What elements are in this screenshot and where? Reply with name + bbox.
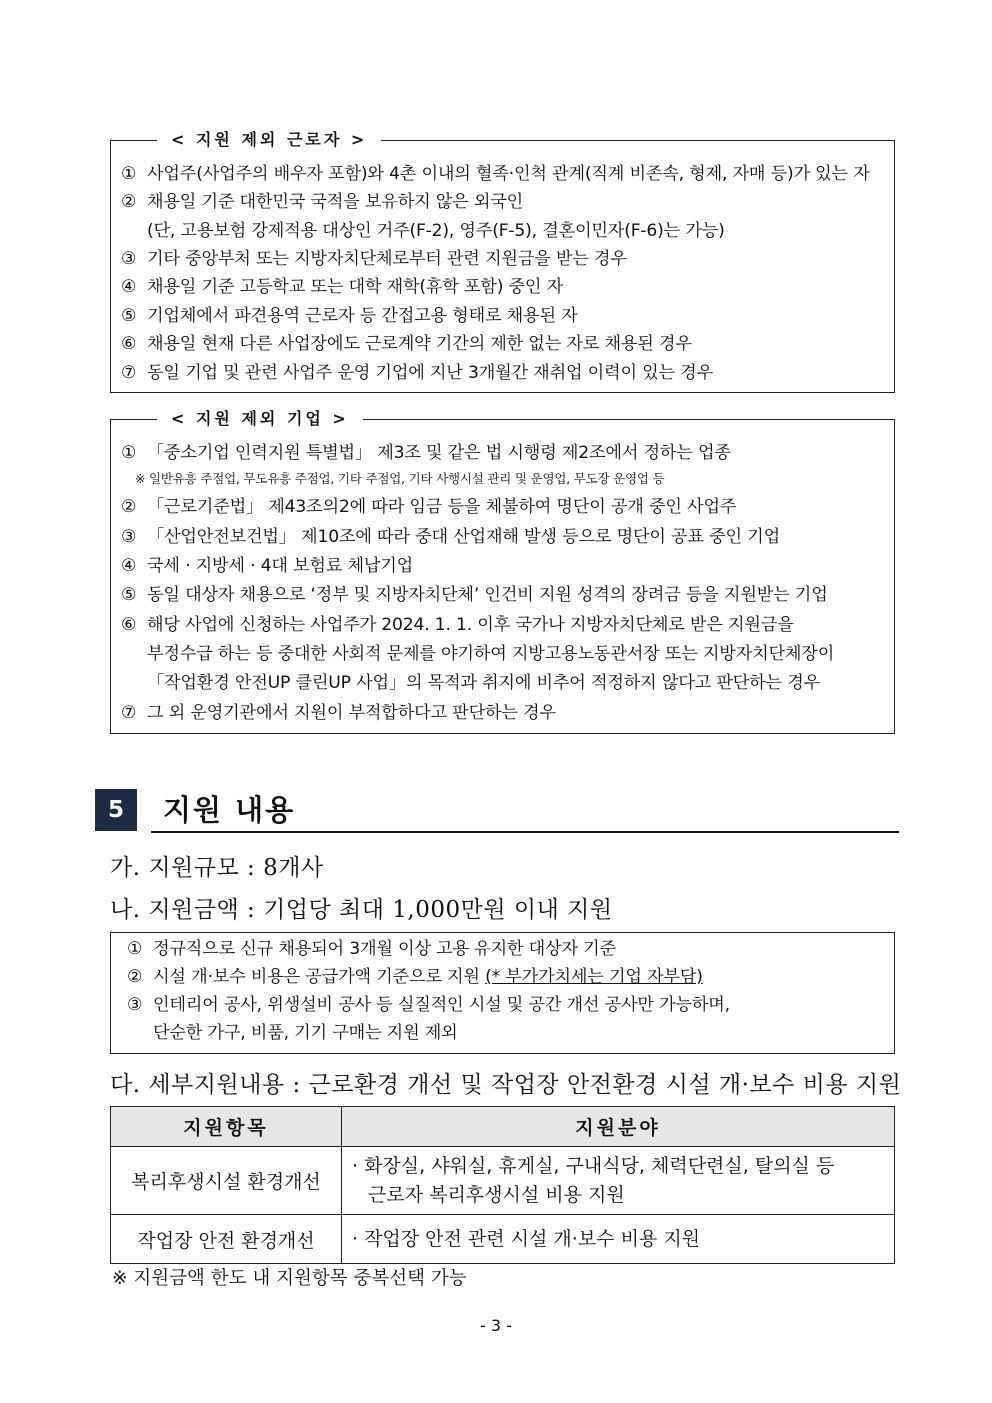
- list-item: ③ 기타 중앙부처 또는 지방자치단체로부터 관련 지원금을 받는 경우: [121, 249, 627, 269]
- header-support-item: 지원항목: [111, 1107, 342, 1147]
- excluded-companies-box: [110, 409, 895, 734]
- list-item: ④ 국세 · 지방세 · 4대 보험료 체납기업: [121, 556, 414, 576]
- list-item: ③ 인테리어 공사, 위생설비 공사 등 실질적인 시설 및 공간 개선 공사만 가능하며,: [127, 995, 730, 1015]
- section-underline: [151, 831, 899, 833]
- row-field: · 화장실, 샤워실, 휴게실, 구내식당, 체력단련실, 탈의실 등 근로자 복리후생시설 비용 지원: [342, 1147, 895, 1215]
- header-support-field: 지원분야: [342, 1107, 895, 1147]
- list-item: ① 정규직으로 신규 채용되어 3개월 이상 고용 유지한 대상자 기준: [127, 939, 616, 959]
- footnote: ※ 지원금액 한도 내 지원항목 중복선택 가능: [112, 1268, 467, 1289]
- support-amount: 나. 지원금액 : 기업당 최대 1,000만원 이내 지원: [110, 897, 613, 923]
- section-title: 지원 내용: [163, 793, 296, 827]
- row-item: 작업장 안전 환경개선: [111, 1215, 342, 1264]
- excluded-companies-title: < 지원 제외 기업 >: [157, 408, 363, 430]
- list-item: ① 사업주(사업주의 배우자 포함)와 4촌 이내의 혈족·인척 관계(직계 비존속, 형제, 자매 등)가 있는 자: [121, 164, 870, 184]
- list-item: ⑤ 기업체에서 파견용역 근로자 등 간접고용 형태로 채용된 자: [121, 306, 578, 326]
- list-item-continued: (단, 고용보험 강제적용 대상인 거주(F-2), 영주(F-5), 결혼이민자(F-6)는 가능): [147, 221, 725, 241]
- excluded-workers-box: [110, 130, 895, 393]
- page-number: - 3 -: [480, 1316, 512, 1335]
- table-row: [111, 1215, 895, 1264]
- list-item: ⑦ 동일 기업 및 관련 사업주 운영 기업에 지난 3개월간 재취업 이력이 있는 경우: [121, 363, 713, 383]
- list-item: ⑥ 채용일 현재 다른 사업장에도 근로계약 기간의 제한 없는 자로 채용된 경우: [121, 334, 692, 354]
- list-item: ① 「중소기업 인력지원 특별법」 제3조 및 같은 법 시행령 제2조에서 정하는 업종: [121, 443, 731, 463]
- amount-notes-box: [110, 932, 895, 1054]
- table-row: [111, 1147, 895, 1215]
- excluded-workers-title: < 지원 제외 근로자 >: [157, 129, 381, 151]
- list-item: ⑤ 동일 대상자 채용으로 ‘정부 및 지방자치단체’ 인건비 지원 성격의 장려금 등을 지원받는 기업: [121, 585, 828, 605]
- list-item-continued: 「작업환경 안전UP 클린UP 사업」의 목적과 취지에 비추어 적정하지 않다고 판단하는 경우: [147, 673, 821, 693]
- section-heading: [95, 789, 899, 833]
- list-item: ② 「근로기준법」 제43조의2에 따라 임금 등을 체불하여 명단이 공개 중인 사업주: [121, 497, 737, 517]
- list-item: ⑦ 그 외 운영기관에서 지원이 부적합하다고 판단하는 경우: [121, 703, 556, 723]
- list-item-continued: 부정수급 하는 등 중대한 사회적 문제를 야기하여 지방고용노동관서장 또는 지방자치단체장이: [147, 644, 835, 664]
- support-table: [110, 1106, 895, 1264]
- section-number: 5: [95, 789, 137, 831]
- list-item: ⑥ 해당 사업에 신청하는 사업주가 2024. 1. 1. 이후 국가나 지방자치단체로 받은 지원금을: [121, 615, 794, 635]
- vat-note: (* 부가가치세는 기업 자부담): [485, 967, 703, 987]
- list-item: ④ 채용일 기준 고등학교 또는 대학 재학(휴학 포함) 중인 자: [121, 277, 563, 297]
- support-scale: 가. 지원규모 : 8개사: [110, 855, 324, 881]
- list-item: ③ 「산업안전보건법」 제10조에 따라 중대 산업재해 발생 등으로 명단이 공표 중인 기업: [121, 527, 780, 547]
- row-item: 복리후생시설 환경개선: [111, 1147, 342, 1215]
- list-item-continued: 단순한 가구, 비품, 기기 구매는 지원 제외: [153, 1023, 458, 1043]
- list-item: ② 채용일 기준 대한민국 국적을 보유하지 않은 외국인: [121, 192, 524, 212]
- details-heading: 다. 세부지원내용 : 근로환경 개선 및 작업장 안전환경 시설 개·보수 비용 지원: [110, 1072, 902, 1098]
- table-header-row: [111, 1107, 895, 1147]
- row-field: · 작업장 안전 관련 시설 개·보수 비용 지원: [342, 1215, 895, 1264]
- list-item-note: ※ 일반유흥 주점업, 무도유흥 주점업, 기타 주점업, 기타 사행시설 관리 및 운영업, 무도장 운영업 등: [135, 471, 665, 486]
- list-item: ② 시설 개·보수 비용은 공급가액 기준으로 지원 (* 부가가치세는 기업 자부담): [127, 967, 703, 987]
